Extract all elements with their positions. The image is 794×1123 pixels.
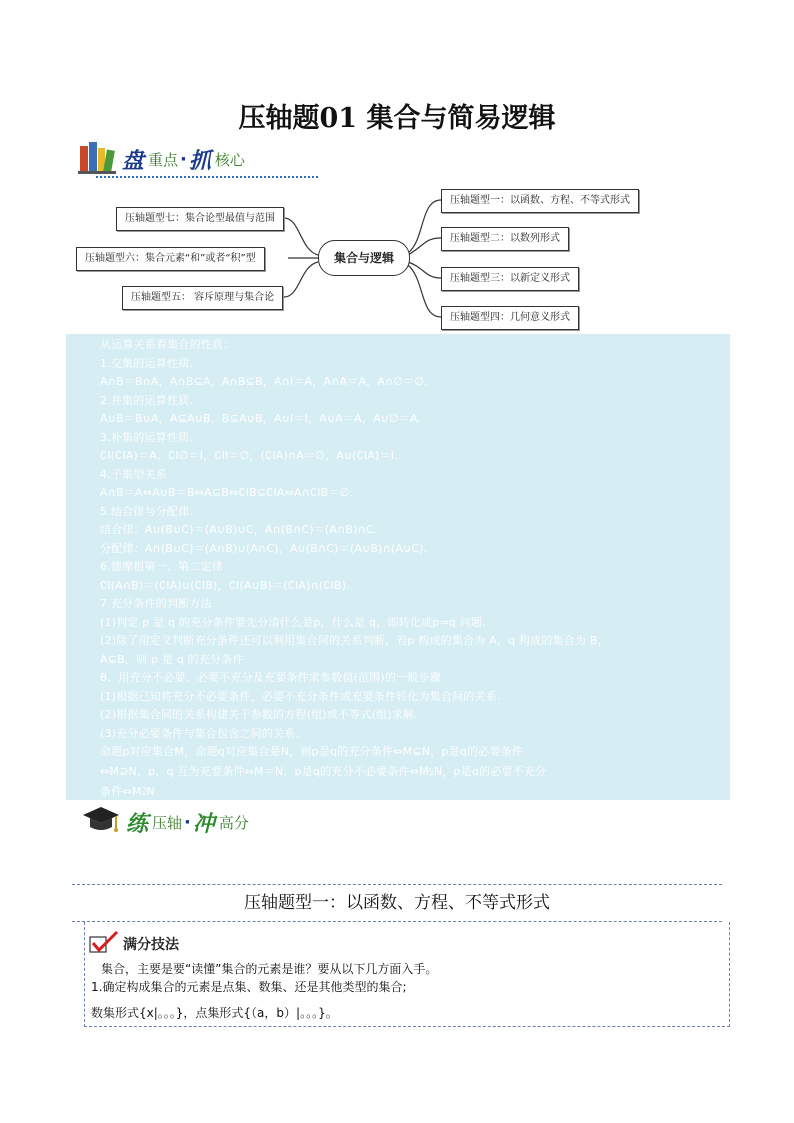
tips-line: 1.确定构成集合的元素是点集、数集、还是其他类型的集合; [91, 980, 407, 994]
mindmap-node-type4: 压轴题型四：几何意义形式 [441, 306, 579, 330]
tips-line: 数集形式{x|。。。}，点集形式{（a，b）|。。。}。 [91, 1006, 338, 1020]
mindmap-node-type3: 压轴题型三：以新定义形式 [441, 267, 579, 291]
property-line: (1)判定 p 是 q 的充分条件要先分清什么是p，什么是 q，即转化成p⇒q 问题. [100, 616, 486, 629]
property-line: 4.子集型关系 [100, 468, 167, 481]
property-line: 结合律：A∪(B∪C)＝(A∪B)∪C，A∩(B∩C)＝(A∩B)∩C. [100, 523, 378, 536]
banner-text-2: 核心 [214, 150, 245, 169]
property-line: A⊆B，则 p 是 q 的充分条件 [100, 653, 244, 666]
tips-line: 集合，主要是要“读懂”集合的元素是谁？要从以下几方面入手。 [101, 962, 438, 976]
mindmap-node-type7: 压轴题型七：集合论型最值与范围 [116, 207, 284, 231]
mindmap-node-type1: 压轴题型一：以函数、方程、不等式形式 [441, 189, 639, 213]
tips-label: 满分技法 [123, 937, 179, 953]
property-line: ∁I(A∩B)＝(∁IA)∪(∁IB)，∁I(A∪B)＝(∁IA)∩(∁IB). [100, 579, 350, 592]
property-line: 1.交集的运算性质. [100, 357, 193, 370]
mindmap-center: 集合与逻辑 [318, 240, 410, 276]
banner-char-1: 盘 [122, 148, 145, 174]
tips-box [84, 922, 730, 1027]
mindmap-node-type6: 压轴题型六：集合元素“和”或者“积”型 [76, 247, 265, 271]
banner-dot: · [184, 811, 191, 833]
mindmap-node-type5: 压轴题型五： 容斥原理与集合论 [122, 286, 283, 310]
property-line: A∩B＝B∩A，A∩B⊆A，A∩B⊆B，A∩I＝A，A∩A＝A，A∩∅＝∅. [100, 375, 428, 388]
topic-heading: 压轴题型一：以函数、方程、不等式形式 [72, 884, 722, 922]
property-line: 8．用充分不必要、必要不充分及充要条件求参数值(范围)的一般步骤 [100, 671, 441, 684]
property-line: (3)充分必要条件与集合包含之间的关系. [100, 727, 300, 740]
graduation-cap-icon [82, 803, 120, 841]
property-line: 条件⇔M⫌N [100, 785, 155, 798]
mindmap-connectors [0, 0, 794, 340]
tips-header [89, 930, 179, 958]
banner-char-1: 练 [126, 811, 149, 837]
property-line: 2.并集的运算性质. [100, 394, 193, 407]
checkmark-icon [89, 930, 119, 958]
property-line: 分配律：A∩(B∪C)＝(A∩B)∪(A∩C)，A∪(B∩C)＝(A∪B)∩(A∪C). [100, 542, 428, 555]
property-line: A∩B＝A⇔A∪B＝B⇔A⊆B⇔∁IB⊆∁IA⇔A∩∁IB＝∅. [100, 486, 354, 499]
properties-panel [66, 334, 730, 800]
property-line: ∁I(∁IA)＝A，∁I∅＝I，∁II＝∅，(∁IA)∩A＝∅，A∪(∁IA)＝I. [100, 449, 398, 462]
property-line: 3.补集的运算性质. [100, 431, 193, 444]
section-banner-practice [82, 803, 249, 841]
property-line: 6.德摩根第一、第二定律 [100, 560, 223, 573]
property-line: ⇔M⊇N，p，q 互为充要条件⇔M＝N，p是q的充分不必要条件⇔M⫋N，p是q的必要不充分 [100, 765, 547, 778]
banner-dot: · [180, 148, 187, 170]
property-line: A∪B＝B∪A，A⊆A∪B，B⊆A∪B，A∪I＝I，A∪A＝A，A∪∅＝A. [100, 412, 422, 425]
property-line: 7.充分条件的判断方法 [100, 597, 212, 610]
mindmap-node-type2: 压轴题型二：以数列形式 [441, 227, 569, 251]
property-line: (2)除了用定义判断充分条件还可以利用集合间的关系判断，若p 构成的集合为 A，q 构成的集合为 B， [100, 634, 609, 647]
property-line: (1)根据已知将充分不必要条件，必要不充分条件或充要条件转化为集合间的关系. [100, 690, 501, 703]
banner-char-2: 冲 [192, 811, 215, 837]
property-line: 从运算关系看集合的性质： [100, 338, 235, 351]
banner-text-1: 重点 [148, 150, 179, 169]
page-title: 压轴题01 集合与简易逻辑 [238, 103, 556, 134]
property-line: 5.结合律与分配律. [100, 505, 193, 518]
banner-char-2: 抓 [188, 148, 211, 174]
property-line: 命题p对应集合M，命题q对应集合是N，则p是q的充分条件⇔M⊆N，p是q的必要条件 [100, 745, 523, 758]
banner-text-1: 压轴 [152, 813, 183, 832]
property-line: (2)根据集合间的关系构建关于参数的方程(组)或不等式(组)求解. [100, 708, 418, 721]
banner-text-2: 高分 [218, 813, 249, 832]
